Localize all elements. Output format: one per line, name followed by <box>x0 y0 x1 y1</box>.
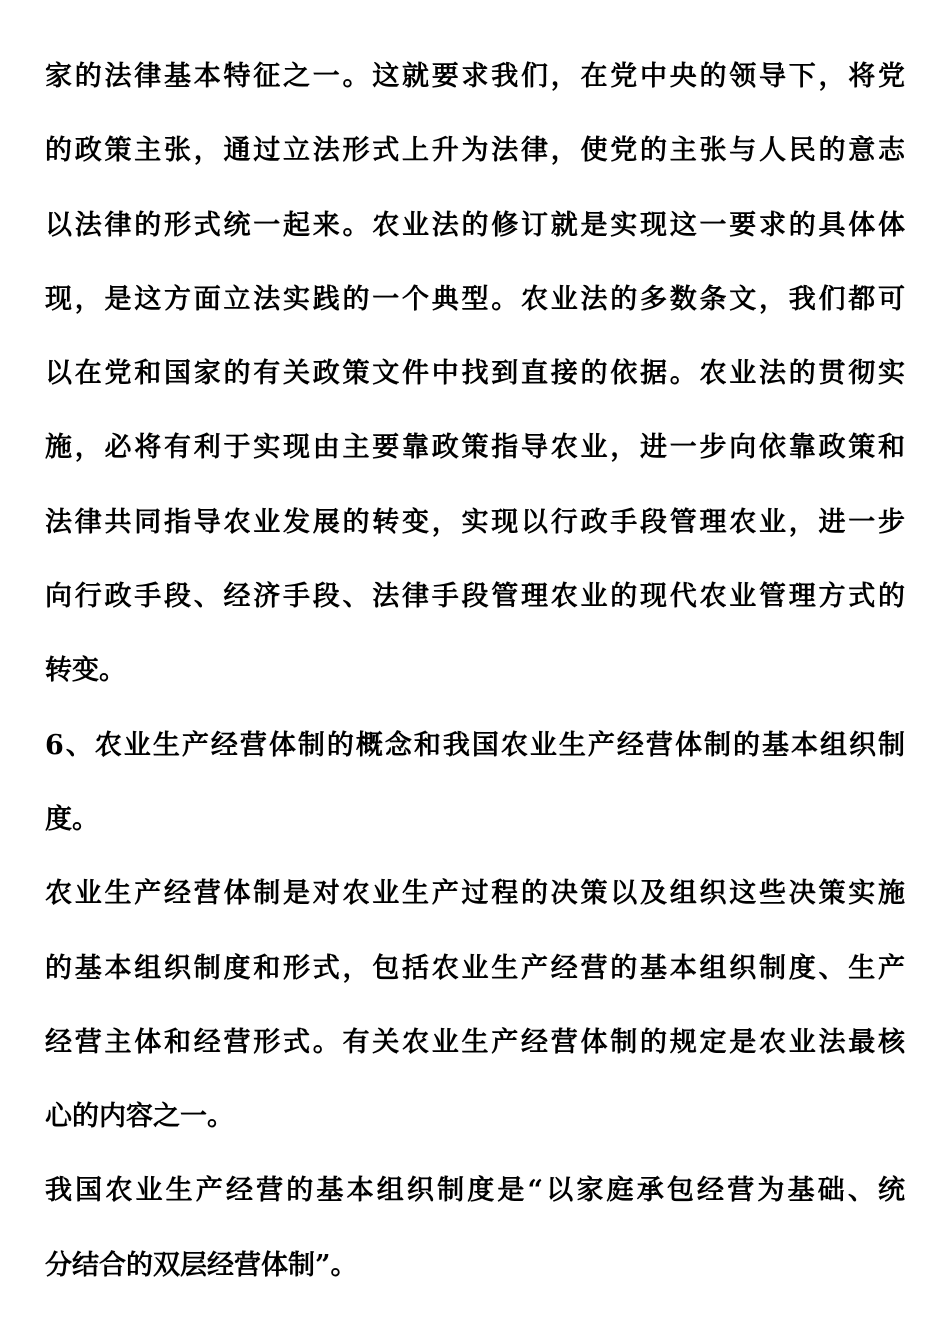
text-line: 以在党和国家的有关政策文件中找到直接的依据。农业法的贯彻实 <box>45 358 905 390</box>
text-line: 的基本组织制度和形式，包括农业生产经营的基本组织制度、生产 <box>45 952 905 984</box>
section-heading-line: 度。 <box>45 803 99 835</box>
text-line: 的政策主张，通过立法形式上升为法律，使党的主张与人民的意志 <box>45 135 905 167</box>
text-line: 经营主体和经营形式。有关农业生产经营体制的规定是农业法最核 <box>45 1026 905 1058</box>
text-line: 心的内容之一。 <box>45 1101 234 1133</box>
text-line: 施，必将有利于实现由主要靠政策指导农业，进一步向依靠政策和 <box>45 432 905 464</box>
text-line: 法律共同指导农业发展的转变，实现以行政手段管理农业，进一步 <box>45 506 905 538</box>
section-heading-line: 6、农业生产经营体制的概念和我国农业生产经营体制的基本组织制 <box>45 729 905 761</box>
text-line: 转变。 <box>45 655 126 687</box>
text-line: 现，是这方面立法实践的一个典型。农业法的多数条文，我们都可 <box>45 283 905 315</box>
text-line: 我国农业生产经营的基本组织制度是“以家庭承包经营为基础、统 <box>45 1175 905 1207</box>
document-page <box>45 40 905 1303</box>
text-line: 分结合的双层经营体制”。 <box>45 1249 358 1281</box>
text-line: 家的法律基本特征之一。这就要求我们，在党中央的领导下，将党 <box>45 61 905 92</box>
text-line: 以法律的形式统一起来。农业法的修订就是实现这一要求的具体体 <box>45 209 905 241</box>
text-line: 农业生产经营体制是对农业生产过程的决策以及组织这些决策实施 <box>45 878 905 910</box>
text-line: 向行政手段、经济手段、法律手段管理农业的现代农业管理方式的 <box>45 581 905 613</box>
